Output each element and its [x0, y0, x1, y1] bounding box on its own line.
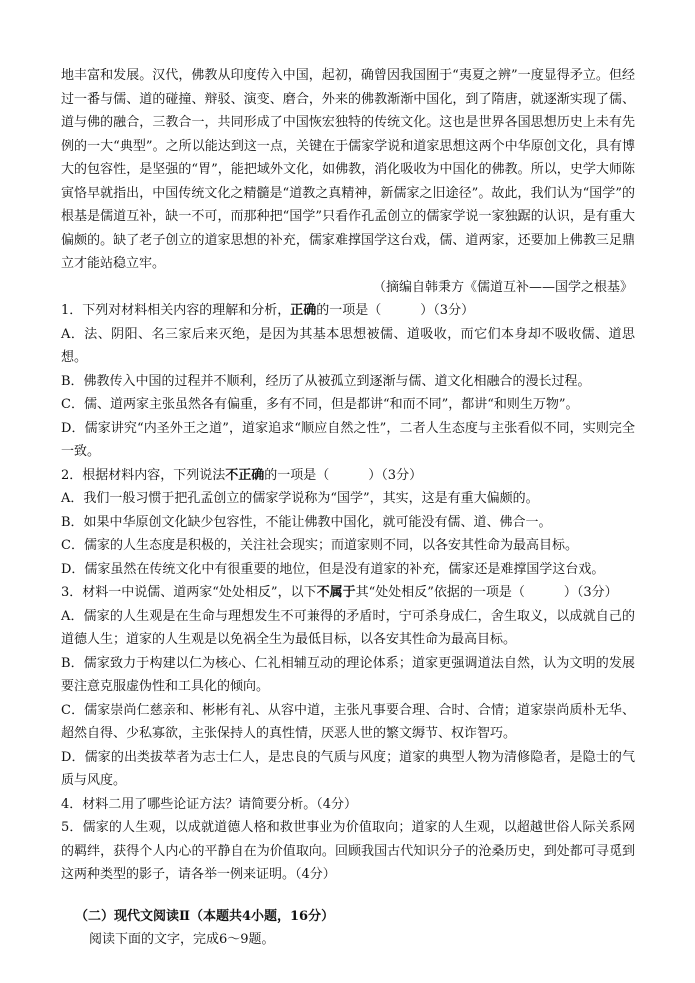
option-c: C．儒家崇尚仁慈亲和、彬彬有礼、从容中道，主张凡事要合理、合时、合情；道家崇尚质朴无华、超然自得、少私寡欲，主张保持人的真性情，厌恶人世的繁文缛节、权诈智巧。 — [61, 702, 635, 741]
option-b: B．佛教传入中国的过程并不顺利，经历了从被孤立到逐渐与儒、道文化相融合的漫长过程。 — [61, 373, 591, 389]
question-4: 4．材料二用了哪些论证方法？请简要分析。（4分） — [61, 796, 358, 812]
question-3 — [61, 581, 635, 793]
question-2 — [61, 464, 635, 582]
emphasis: 不正确 — [225, 467, 265, 483]
section-heading: （二）现代文阅读Ⅱ（本题共4小题，16分） — [75, 908, 335, 924]
question-stem: 1．下列对材料相关内容的理解和分析，正确的一项是（ ）（3分） — [61, 303, 475, 318]
option-a: A．法、阴阳、名三家后来灭绝，是因为其基本思想被儒、道吸收，而它们本身却不吸收儒、道思想。 — [61, 326, 635, 365]
emphasis: 正确 — [290, 303, 317, 318]
option-d: D．儒家讲究“内圣外王之道”，道家追求“顺应自然之性”，二者人生态度与主张看似不同，实则完全一致。 — [61, 420, 635, 459]
question-1 — [61, 299, 635, 464]
option-d: D．儒家虽然在传统文化中有很重要的地位，但是没有道家的补充，儒家还是难撑国学这台戏。 — [61, 561, 605, 577]
option-a: A．我们一般习惯于把孔孟创立的儒家学说称为“国学”，其实，这是有重大偏颇的。 — [61, 491, 539, 506]
option-c: C．儒家的人生态度是积极的，关注社会现实；而道家则不同，以各安其性命为最高目标。 — [61, 538, 578, 553]
exam-page — [61, 64, 635, 952]
question-stem: 2．根据材料内容，下列说法不正确的一项是（ ）（3分） — [61, 467, 423, 483]
section-instructions: 阅读下面的文字，完成6～9题。 — [89, 932, 275, 947]
question-stem: 3．材料一中说儒、道两家“处处相反”，以下不属于其“处处相反”依据的一项是（ ）（3分） — [61, 585, 618, 600]
option-c: C．儒、道两家主张虽然各有偏重，多有不同，但是都讲“和而不同”，都讲“和则生万物”。 — [61, 397, 579, 412]
option-a: A．儒家的人生观是在生命与理想发生不可兼得的矛盾时，宁可杀身成仁，舍生取义，以成就自己的道德人生；道家的人生观是以免祸全生为最低目标，以各安其性命为最高目标。 — [61, 608, 635, 647]
option-b: B．儒家致力于构建以仁为核心、仁礼相辅互动的理论体系；道家更强调道法自然，认为文明的发展要注意克服虚伪性和工具化的倾向。 — [61, 655, 635, 694]
emphasis: 不属于 — [316, 585, 356, 600]
passage-source: （摘编自韩秉方《儒道互补——国学之根基》 — [372, 279, 633, 295]
question-5: 5．儒家的人生观，以成就道德人格和救世事业为价值取向；道家的人生观，以超越世俗人际关系网的羁绊，获得个人内心的平静自在为价值取向。回顾我国古代知识分子的沧桑历史，到处都可寻觅到这两种类型的影子，请各举一例来证明。（4分） — [61, 820, 635, 882]
option-d: D．儒家的出类拔萃者为志士仁人，是忠良的气质与风度；道家的典型人物为清修隐者，是隐士的气质与风度。 — [61, 749, 635, 788]
passage-paragraph: 地丰富和发展。汉代，佛教从印度传入中国，起初，确曾因我国囿于“夷夏之辨”一度显得矛立。但经过一番与儒、道的碰撞、辩驳、演变、磨合，外来的佛教渐渐中国化，到了隋唐，就逐渐实现了儒、道与佛的融合，三教合一，共同形成了中国恢宏独特的传统文化。这也是世界各国思想历史上未有先例的一大“典型”。之所以能达到这一点，关键在于儒家学说和道家思想这两个中华原创文化，具有博大的包容性，是坚强的“胃”，能把域外文化，如佛教，消化吸收为中国化的佛教。所以，史学大师陈寅恪早就指出，中国传统文化之精髓是“道教之真精神，新儒家之旧途径”。故此，我们认为“国学”的根基是儒道互补，缺一不可，而那种把“国学”只看作孔孟创立的儒家学说一家独踞的认识，是有重大偏颇的。缺了老子创立的道家思想的补充，儒家难撑国学这台戏，儒、道两家，还要加上佛教三足鼎立才能站稳立牢。 — [61, 68, 635, 271]
option-b: B．如果中华原创文化缺少包容性，不能让佛教中国化，就可能没有儒、道、佛合一。 — [61, 514, 552, 530]
